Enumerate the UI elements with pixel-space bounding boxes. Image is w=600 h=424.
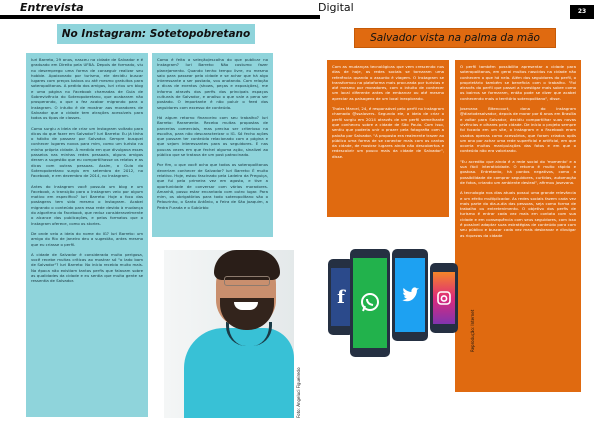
paragraph: Josevana Bitencourt, dona do Instagram @diariodesalvador, depois de morar por 6 anos em Brasília e voltar para Salvador, decidiu compartilhar suas novas vivências e olhares pela cidade. De início o projeto sempre foi focado em um site, o Instagram e o Facebook eram usados apenas como acessórios, que foram criados após um ano por achar uma rede superficial e artificial, em que ocorria muitas manipulações das fotos e em que o conteúdo não era valorizado.: [460, 106, 576, 154]
article-title-instagram: No Instagram: Sotetopobretano: [57, 24, 255, 44]
section-label-digital: Digital: [318, 1, 354, 14]
paragraph: A tecnologia nos dias atuais possui uma grande relevância e um efeito multiplicador. As redes sociais fazem cada vez mais parte do dia-a-dia das pessoas, seja como forma de trabalho ou entretenimento. O objetivo dos perfis de turismo é entrar cada vez mais em contato com sua cidade e em consequência com seus seguidores, com isso é possível adaptar suas estratégias de conteúdo para com seu público e buscar cada vez mais desbravar e divulgar as riquezas da cidade: [460, 190, 576, 238]
page-number: 23: [570, 5, 594, 19]
instagram-icon: [433, 272, 455, 324]
whatsapp-icon: [353, 258, 387, 348]
facebook-icon: f: [331, 268, 351, 326]
paragraph: Como é feita a seleção/escolha do que publicar no Instagram? Iuri Barreto: Não costumo fazer planejamento. Quando tenho tempo livre, eu mesmo saio para passear pela cidade e se achar que há algo interessante a ser postado, vou anotando. Com relação a dicas de eventos (shows, peças e exposições), me informo através dos perfis dos principais espaços culturais de Salvador, e analiso o que vale a pena ser postado. O importante é não poluir o feed dos seguidores com excesso de conteúdo.: [157, 57, 268, 110]
paragraph: Como surgiu a ideia de criar um Instagram voltado para dicas do que fazer em Salvador? Iuri Barreto: Eu já tinha o hábito de passear por Salvador. Sempre busquei conhecer lugares novos para mim, como um turista na minha própria cidade. À medida em que divulgava esses passeios nas minhas redes pessoais, alguns amigos deram a sugestão que eu compartilhasse os relatos e as dicas com outras pessoas. Assim, o Guia do Soteropobretano surgiu em setembro de 2012, no Facebook, e em dezembro de 2014, no Instagram.: [31, 125, 143, 179]
feature-column-1: [327, 60, 449, 217]
header-rule-left: [0, 15, 300, 19]
paragraph: Com as mudanças tecnológicas que vem crescendo nos dias de hoje, as redes sociais se tornaram uma referência quando o assunto é viagem. O Instagram se transformou na plataforma mais procurada por turistas e até mesmo por moradores, com o intuito de conhecer um local diferente antes de embarcar ou até mesmo apreciar as paisagens de um local inexplorado.: [332, 64, 444, 101]
interviewee-photo: [164, 250, 294, 418]
paragraph: Iuri Barreto, 29 anos, nasceu na cidade de Salvador e é graduado em Direito pela UFBA. Depois de formado, viu no desemprego uma forma de conseguir realizar seu hobbie. Apaixonado por turismo, ele decidiu buscar lugares com preços baixos ou até mesmo gratuitos para soteropolitanos. A pedido dos amigos, Iuri criou um blog e uma página no Facebook chamadas de Guia de Sobrevivência do Soteropobretano, que acabaram não prosperando, o que o fez acabar migrando para o Instagram. O intuito é de mostrar aos moradores de Salvador que a cidade tem atrações acessíveis para todos os tipos de classes.: [31, 57, 143, 121]
paragraph: Há algum retorno financeiro com seu trabalho? Iuri Barreto: Raramente. Recebo muitas propostas de parcerias comerciais, mas preciso ser criterioso na escolha, para não descaracterizar o IG. Só fecho ações que possam ter conteúdo relacionado com a página e que sejam interessantes para os seguidores. E nas poucas vezes em que fechei alguma ação, sinalizei ao público que se tratava de um post patrocinado.: [157, 114, 268, 158]
photo-glasses: [224, 276, 270, 286]
interview-column-1: [26, 53, 148, 417]
section-label-entrevista: Entrevista: [20, 1, 84, 14]
phone-instagram: [430, 263, 458, 333]
twitter-icon: [395, 258, 425, 332]
interview-column-2: [152, 53, 273, 237]
paragraph: Thales Marcel, 24, é responsável pelo perfil no Instagram chamado @ssalovers. Segundo ele, a ideia de criar o perfil surgiu em 2014 através de um perfil semelhante que conheceu sobre a cidade de São Paulo. Com isso, sentiu que poderia unir o prazer pela fotografia com a paixão por Salvador. "A proposta era realmente trazer ao público uma forma de se conectar mais com os cantos da cidade, de mostrar lugares ainda não descobertos e redescobrir um pouco mais da cidade de Salvador", disse.: [332, 106, 444, 159]
phone-whatsapp: [350, 249, 390, 357]
article-title-salvador: Salvador vista na palma da mão: [354, 28, 556, 48]
paragraph: Antes do Instagram você possuía um blog e um Facebook, a transição para o Instagram veio por algum motivo em específico? Iuri Barreto: Hoje o foco das postagens tem sido mesmo o Instagram. Acabei migrando o conteúdo para essa rede devido à mudança do algoritmo do Facebook, que reduz consideravelmente o alcance das publicações, e pelos formatos que o Instagram oferece, como os stories.: [31, 183, 143, 226]
social-media-phones-image: [328, 245, 476, 365]
header-rule-right: [300, 15, 320, 19]
phone-twitter: [392, 249, 428, 341]
paragraph: De onde veio a ideia do nome do IG? Iuri Barreto: um amigo do Rio de Janeiro deu a sugestão, antes mesmo que eu criasse o perfil.: [31, 230, 143, 247]
image-credit: Reprodução: Internet: [470, 309, 475, 352]
paragraph: "Eu acredito que ainda é a rede social do 'momento' e a sua fácil interatividade. O retorno é muito rápido e gostoso. Entretanto, há pontos negativos, como a possibilidade de comprar seguidores, curtidas, automação de fotos, criando um ambiente desleal", afirmou Josevana.: [460, 158, 576, 185]
photo-credit: Foto: Angeluci Figueiredo: [296, 367, 301, 418]
paragraph: Por fim, o que você acha que todos os soteropolitanos deveriam conhecer de Salvador? Iuri Barreto: É muito relativo. Hoje, estou fascinado pela Ladeira da Preguiça, que fui pela primeira vez em agosto, e tive a oportunidade de conversar com vários moradores. Amanhã, posso estar encantado com outro lugar. Para mim, os obrigatórios para todo soteropolitano são o Pelourinho, o Santo Antônio, a Feira de São Joaquim, a Pedra Furada e o Subúrbio: [157, 162, 268, 210]
paragraph: A cidade de Salvador é considerada muito perigosa, você recebe muitas críticas ao mostrar só "o lado bom de Salvador"? Iuri Barreto: No início recebia muito mais. Na época não existiam tantos perfis que falavam sobre as qualidades da cidade e eu sentia que muita gente se ressentia de Salvador.: [31, 251, 143, 284]
paragraph: O perfil também possibilita apresentar a cidade para soteropolitanos, em geral muitos nascidos na cidade não conhecem o que há nela. Além dos seguidores do perfil, o proprietário também se beneficia com o trabalho. "Foi através do perfil que passei a investigar mais sobre como os bairros se formaram, então pode se dizer que acabei conhecendo mais o território soteropolitano", disse.: [460, 64, 576, 101]
